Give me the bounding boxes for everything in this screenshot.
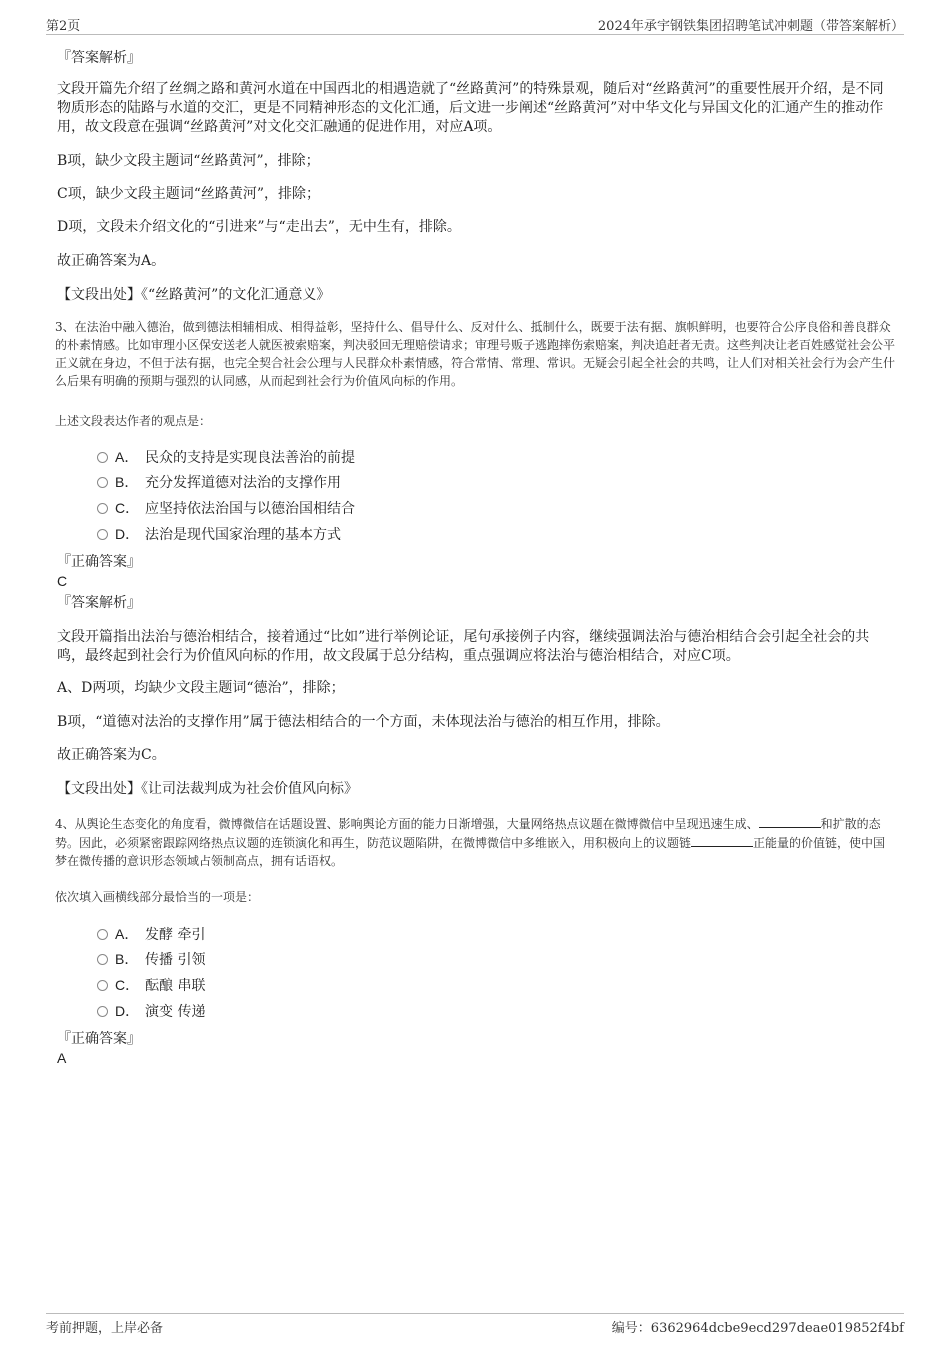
document-title: 2024年承宇钢铁集团招聘笔试冲刺题（带答案解析）: [597, 19, 904, 34]
fill-blank-2: [691, 833, 753, 847]
q3-option-c[interactable]: C． 应坚持依法治国与以德治国相结合: [97, 498, 355, 519]
q4-option-d[interactable]: D． 演变 传递: [97, 1001, 205, 1022]
q3-conclusion: 故正确答案为C。: [57, 747, 166, 763]
q4-stem: 4、从舆论生态变化的角度看，微博微信在话题设置、影响舆论方面的能力日渐增强，大量网络热点议题在微博微信中呈现迅速生成、 和扩散的态势。因此，必须紧密跟踪网络热点议题的连锁演化和再生，防范议题陷阱，在微博微信中多维嵌入，用积极向上的议题链 正能量的价值链，使中国梦在微传播的意识形态领域占领制高点，拥有话语权。: [55, 814, 897, 870]
q3-analysis-paragraph: 文段开篇指出法治与德治相结合，接着通过“比如”进行举例论证，尾句承接例子内容，继续强调法治与德治相结合会引起全社会的共鸣，最终起到社会行为价值风向标的作用，故文段属于总分结构，重点强调应将法治与德治相结合，对应C项。: [57, 629, 870, 664]
page-footer: [46, 1313, 904, 1334]
q2-conclusion: 故正确答案为A。: [57, 253, 166, 269]
radio-icon[interactable]: [97, 954, 108, 965]
q2-source: 【文段出处】《“丝路黄河”的文化汇通意义》: [57, 287, 331, 303]
q3-option-a[interactable]: A． 民众的支持是实现良法善治的前提: [97, 447, 355, 468]
q3-option-d[interactable]: D． 法治是现代国家治理的基本方式: [97, 524, 341, 545]
q4-answer-label: 『正确答案』: [57, 1031, 141, 1047]
radio-icon[interactable]: [97, 980, 108, 991]
radio-icon[interactable]: [97, 1006, 108, 1017]
q4-prompt: 依次填入画横线部分最恰当的一项是：: [55, 890, 260, 904]
q4-answer: A: [57, 1050, 67, 1066]
radio-icon[interactable]: [97, 477, 108, 488]
radio-icon[interactable]: [97, 929, 108, 940]
q3-answer-label: 『正确答案』: [57, 554, 141, 570]
q4-option-a[interactable]: A． 发酵 牵引: [97, 924, 205, 945]
q3-option-b[interactable]: B． 充分发挥道德对法治的支撑作用: [97, 472, 341, 493]
q2-analysis-b: B项，缺少文段主题词“丝路黄河”，排除；: [57, 153, 320, 169]
radio-icon[interactable]: [97, 503, 108, 514]
radio-icon[interactable]: [97, 452, 108, 463]
q2-analysis-label: 『答案解析』: [57, 50, 141, 66]
document-code: 编号：6362964dcbe9ecd297deae019852f4bf: [611, 1321, 904, 1336]
page-number: 第2页: [46, 19, 81, 34]
q3-analysis-label: 『答案解析』: [57, 595, 141, 611]
q3-prompt: 上述文段表达作者的观点是：: [55, 414, 212, 428]
radio-icon[interactable]: [97, 529, 108, 540]
fill-blank-1: [759, 814, 821, 828]
q2-analysis-paragraph: 文段开篇先介绍了丝绸之路和黄河水道在中国西北的相遇造就了“丝路黄河”的特殊景观，随后对“丝路黄河”的重要性展开介绍，是不同物质形态的陆路与水道的交汇，更是不同精神形态的文化汇通，后文进一步阐述“丝路黄河”对中华文化与异国文化的汇通产生的推动作用，故文段意在强调“丝路黄河”对文化交汇融通的促进作用，对应A项。: [57, 81, 884, 135]
q4-option-c[interactable]: C． 酝酿 串联: [97, 975, 205, 996]
page-header: [46, 14, 904, 35]
q3-stem: 3、在法治中融入德治，做到德法相辅相成、相得益彰，坚持什么、倡导什么、反对什么、抵制什么，既要于法有据、旗帜鲜明，也要符合公序良俗和善良群众的朴素情感。比如审理小区保安送老人就医被索赔案，判决驳回无理赔偿请求；审理号贩子逃跑摔伤索赔案，判决追赶者无责。这些判决让老百姓感觉社会公平正义就在身边，不但于法有据，也完全契合社会公理与人民群众朴素情感，符合常情、常理、常识。无疑会引起全社会的共鸣，让人们对相关社会行为会产生什么后果有明确的预期与强烈的认同感，从而起到社会行为价值风向标的作用。: [55, 320, 896, 388]
footer-slogan: 考前押题，上岸必备: [46, 1321, 164, 1336]
q2-analysis-c: C项，缺少文段主题词“丝路黄河”，排除；: [57, 186, 321, 202]
q3-analysis-ad: A、D两项，均缺少文段主题词“德治”，排除；: [57, 680, 345, 696]
q3-answer: C: [57, 573, 68, 589]
q2-analysis-d: D项，文段未介绍文化的“引进来”与“走出去”，无中生有，排除。: [57, 219, 461, 235]
q3-source: 【文段出处】《让司法裁判成为社会价值风向标》: [57, 781, 358, 797]
q4-option-b[interactable]: B． 传播 引领: [97, 949, 205, 970]
q3-analysis-b: B项，“道德对法治的支撑作用”属于德法相结合的一个方面，未体现法治与德治的相互作用，排除。: [57, 714, 670, 730]
